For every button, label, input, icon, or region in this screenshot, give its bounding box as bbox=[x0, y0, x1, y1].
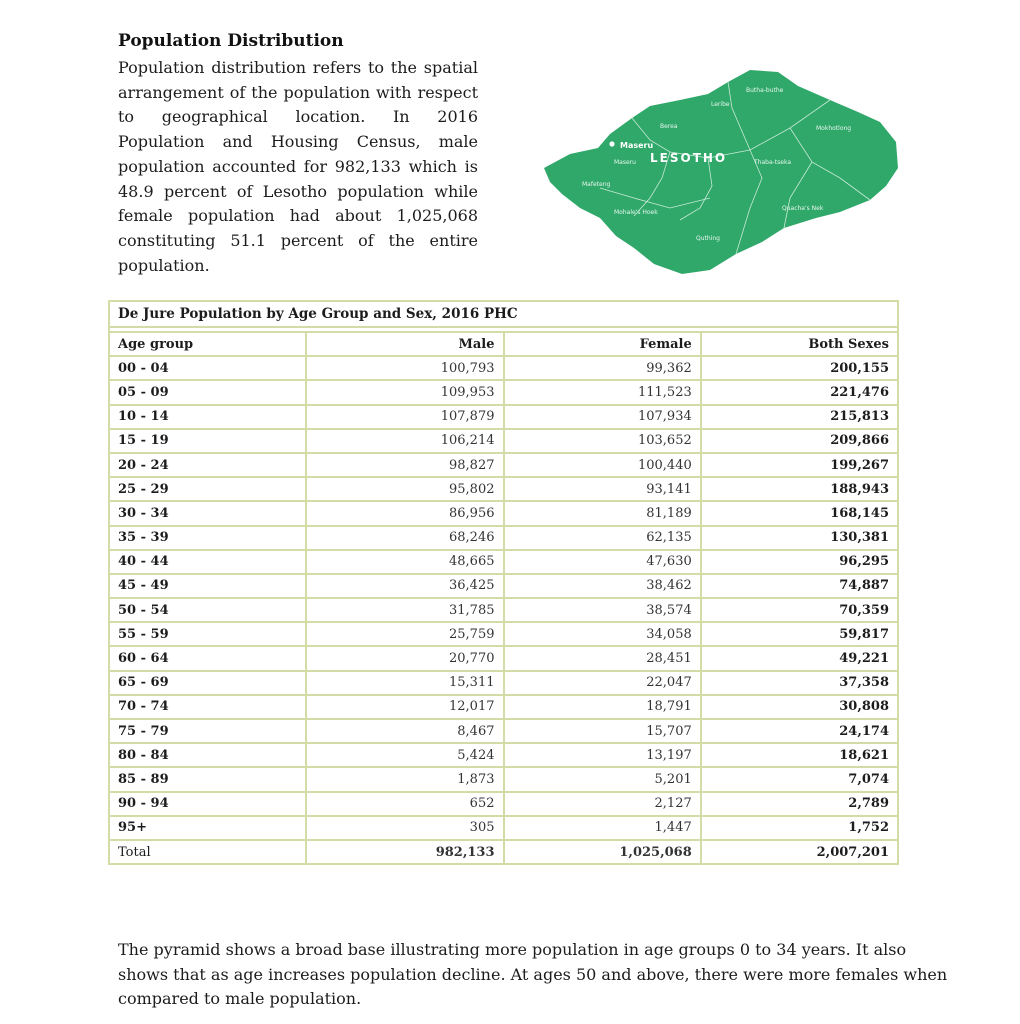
age-cell: 60 - 64 bbox=[109, 646, 306, 670]
age-cell: 70 - 74 bbox=[109, 695, 306, 719]
population-table-container bbox=[108, 300, 899, 865]
age-cell: 40 - 44 bbox=[109, 550, 306, 574]
district-leribe: Leribe bbox=[711, 101, 730, 108]
male-cell: 95,802 bbox=[306, 477, 503, 501]
district-maseru: Maseru bbox=[614, 159, 636, 166]
district-mokhotlong: Mokhotlong bbox=[816, 125, 852, 132]
lesotho-map bbox=[540, 58, 900, 278]
female-cell: 18,791 bbox=[504, 695, 701, 719]
male-cell: 109,953 bbox=[306, 380, 503, 404]
table-row bbox=[109, 429, 898, 453]
header-male: Male bbox=[306, 332, 503, 356]
both-sexes-cell: 59,817 bbox=[701, 622, 898, 646]
age-cell: 55 - 59 bbox=[109, 622, 306, 646]
female-cell: 99,362 bbox=[504, 356, 701, 380]
table-row bbox=[109, 646, 898, 670]
district-quthing: Quthing bbox=[696, 235, 720, 242]
male-cell: 98,827 bbox=[306, 453, 503, 477]
table-caption-row bbox=[109, 301, 898, 327]
total-female-cell: 1,025,068 bbox=[504, 840, 701, 864]
total-both-sexes-cell: 2,007,201 bbox=[701, 840, 898, 864]
table-row bbox=[109, 453, 898, 477]
male-cell: 107,879 bbox=[306, 405, 503, 429]
female-cell: 47,630 bbox=[504, 550, 701, 574]
female-cell: 38,574 bbox=[504, 598, 701, 622]
age-cell: 75 - 79 bbox=[109, 719, 306, 743]
district-thaba-tseka: Thaba-tseka bbox=[754, 159, 792, 166]
both-sexes-cell: 188,943 bbox=[701, 477, 898, 501]
header-both-sexes: Both Sexes bbox=[701, 332, 898, 356]
intro-paragraph: Population distribution refers to the spatial arrangement of the population with respect to geographical location. In 2016 Population and Housing Census, male population accounted for 982,133 which is 48.9 percent of Lesotho population while female population had about 1,025,068 constituting 51.1 percent of the entire population. bbox=[118, 58, 478, 275]
female-cell: 81,189 bbox=[504, 501, 701, 525]
male-cell: 1,873 bbox=[306, 767, 503, 791]
population-table bbox=[108, 300, 899, 865]
both-sexes-cell: 18,621 bbox=[701, 743, 898, 767]
table-row bbox=[109, 501, 898, 525]
table-row bbox=[109, 695, 898, 719]
male-cell: 20,770 bbox=[306, 646, 503, 670]
male-cell: 8,467 bbox=[306, 719, 503, 743]
female-cell: 2,127 bbox=[504, 792, 701, 816]
both-sexes-cell: 168,145 bbox=[701, 501, 898, 525]
male-cell: 305 bbox=[306, 816, 503, 840]
total-age-cell: Total bbox=[109, 840, 306, 864]
district-mafeteng: Mafeteng bbox=[582, 181, 611, 188]
age-cell: 35 - 39 bbox=[109, 526, 306, 550]
age-cell: 15 - 19 bbox=[109, 429, 306, 453]
female-cell: 62,135 bbox=[504, 526, 701, 550]
both-sexes-cell: 30,808 bbox=[701, 695, 898, 719]
female-cell: 5,201 bbox=[504, 767, 701, 791]
male-cell: 106,214 bbox=[306, 429, 503, 453]
section-title: Population Distribution bbox=[118, 31, 344, 51]
female-cell: 100,440 bbox=[504, 453, 701, 477]
age-cell: 95+ bbox=[109, 816, 306, 840]
male-cell: 12,017 bbox=[306, 695, 503, 719]
both-sexes-cell: 200,155 bbox=[701, 356, 898, 380]
age-cell: 50 - 54 bbox=[109, 598, 306, 622]
both-sexes-cell: 209,866 bbox=[701, 429, 898, 453]
district-berea: Berea bbox=[660, 123, 678, 130]
table-row bbox=[109, 816, 898, 840]
female-cell: 13,197 bbox=[504, 743, 701, 767]
both-sexes-cell: 130,381 bbox=[701, 526, 898, 550]
age-cell: 80 - 84 bbox=[109, 743, 306, 767]
table-row bbox=[109, 622, 898, 646]
table-row bbox=[109, 671, 898, 695]
district-mohales-hoek: Mohale's Hoek bbox=[614, 209, 658, 216]
both-sexes-cell: 221,476 bbox=[701, 380, 898, 404]
female-cell: 111,523 bbox=[504, 380, 701, 404]
male-cell: 86,956 bbox=[306, 501, 503, 525]
table-row bbox=[109, 477, 898, 501]
header-female: Female bbox=[504, 332, 701, 356]
age-cell: 05 - 09 bbox=[109, 380, 306, 404]
female-cell: 1,447 bbox=[504, 816, 701, 840]
female-cell: 28,451 bbox=[504, 646, 701, 670]
table-row bbox=[109, 767, 898, 791]
age-cell: 65 - 69 bbox=[109, 671, 306, 695]
capital-marker-icon bbox=[609, 141, 614, 146]
male-cell: 68,246 bbox=[306, 526, 503, 550]
both-sexes-cell: 1,752 bbox=[701, 816, 898, 840]
table-row bbox=[109, 550, 898, 574]
both-sexes-cell: 2,789 bbox=[701, 792, 898, 816]
capital-label: Maseru bbox=[620, 141, 654, 150]
table-row bbox=[109, 526, 898, 550]
both-sexes-cell: 199,267 bbox=[701, 453, 898, 477]
female-cell: 107,934 bbox=[504, 405, 701, 429]
both-sexes-cell: 49,221 bbox=[701, 646, 898, 670]
age-cell: 20 - 24 bbox=[109, 453, 306, 477]
country-label: LESOTHO bbox=[650, 151, 728, 165]
age-cell: 10 - 14 bbox=[109, 405, 306, 429]
both-sexes-cell: 96,295 bbox=[701, 550, 898, 574]
both-sexes-cell: 215,813 bbox=[701, 405, 898, 429]
table-header-row bbox=[109, 332, 898, 356]
female-cell: 38,462 bbox=[504, 574, 701, 598]
age-cell: 00 - 04 bbox=[109, 356, 306, 380]
age-cell: 90 - 94 bbox=[109, 792, 306, 816]
female-cell: 22,047 bbox=[504, 671, 701, 695]
table-caption: De Jure Population by Age Group and Sex, 2016 PHC bbox=[109, 301, 898, 327]
table-row bbox=[109, 598, 898, 622]
district-butha-buthe: Butha-buthe bbox=[746, 87, 784, 94]
both-sexes-cell: 74,887 bbox=[701, 574, 898, 598]
table-row bbox=[109, 356, 898, 380]
male-cell: 15,311 bbox=[306, 671, 503, 695]
table-row bbox=[109, 405, 898, 429]
male-cell: 5,424 bbox=[306, 743, 503, 767]
both-sexes-cell: 70,359 bbox=[701, 598, 898, 622]
closing-paragraph: The pyramid shows a broad base illustrating more population in age groups 0 to 34 years. It also shows that as age increases population decline. At ages 50 and above, there were more females when compared to male population. bbox=[118, 940, 948, 1008]
header-age-group: Age group bbox=[109, 332, 306, 356]
male-cell: 36,425 bbox=[306, 574, 503, 598]
male-cell: 48,665 bbox=[306, 550, 503, 574]
age-cell: 45 - 49 bbox=[109, 574, 306, 598]
female-cell: 103,652 bbox=[504, 429, 701, 453]
age-cell: 25 - 29 bbox=[109, 477, 306, 501]
female-cell: 15,707 bbox=[504, 719, 701, 743]
district-quachas-nek: Quacha's Nek bbox=[782, 205, 824, 212]
age-cell: 85 - 89 bbox=[109, 767, 306, 791]
male-cell: 25,759 bbox=[306, 622, 503, 646]
total-male-cell: 982,133 bbox=[306, 840, 503, 864]
female-cell: 93,141 bbox=[504, 477, 701, 501]
table-row bbox=[109, 380, 898, 404]
female-cell: 34,058 bbox=[504, 622, 701, 646]
both-sexes-cell: 37,358 bbox=[701, 671, 898, 695]
male-cell: 652 bbox=[306, 792, 503, 816]
male-cell: 31,785 bbox=[306, 598, 503, 622]
both-sexes-cell: 24,174 bbox=[701, 719, 898, 743]
table-row bbox=[109, 574, 898, 598]
age-cell: 30 - 34 bbox=[109, 501, 306, 525]
table-row bbox=[109, 792, 898, 816]
male-cell: 100,793 bbox=[306, 356, 503, 380]
both-sexes-cell: 7,074 bbox=[701, 767, 898, 791]
table-row bbox=[109, 719, 898, 743]
table-row bbox=[109, 743, 898, 767]
table-total-row bbox=[109, 840, 898, 864]
